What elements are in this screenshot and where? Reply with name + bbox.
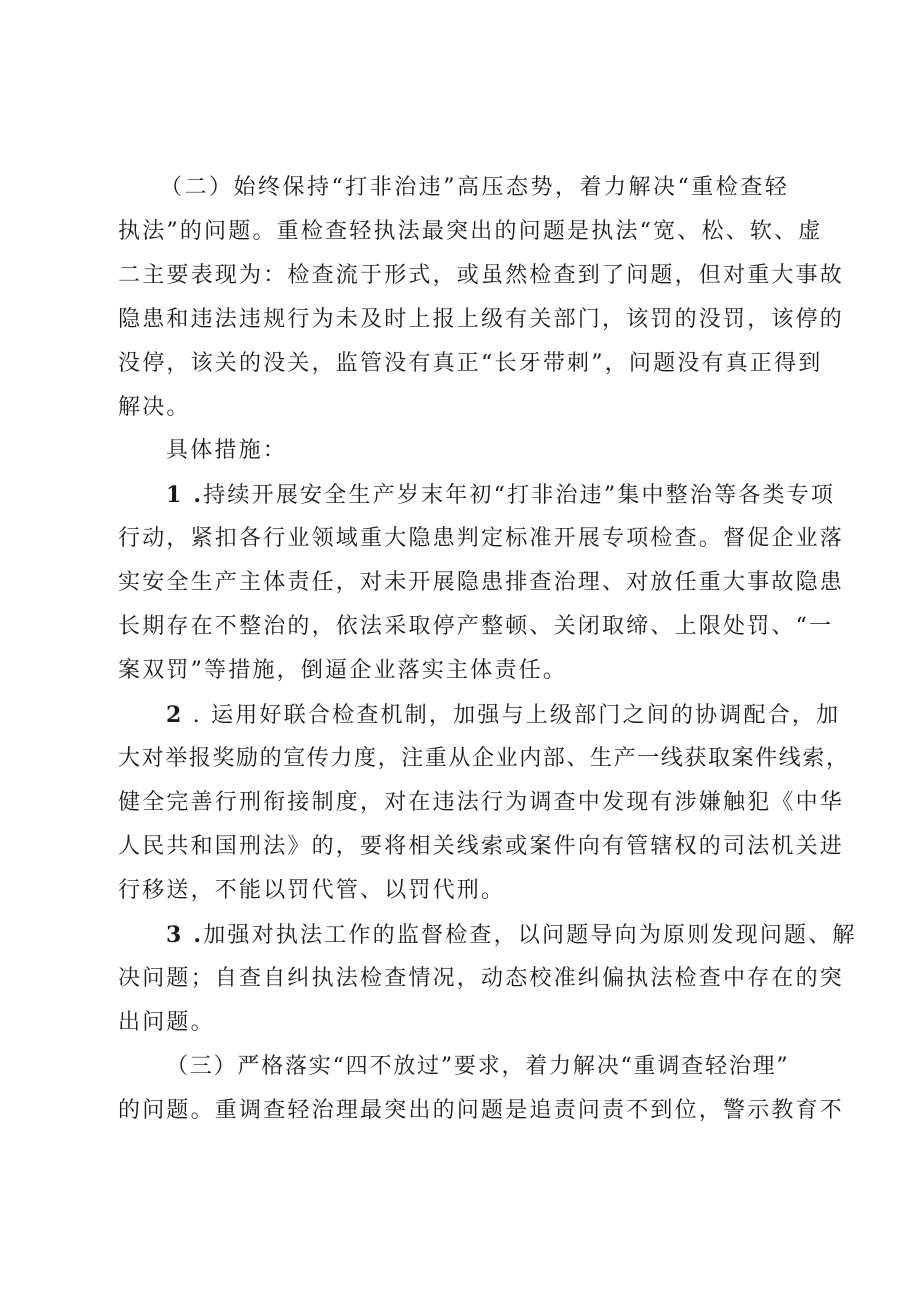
item-1-line-4: 长期存在不整治的，依法采取停产整顿、关闭取缔、上限处罚、“一 [118,614,834,639]
item-3-number: 3 [166,922,184,948]
item-2-number: 2 [166,702,184,728]
item-1-number: 1 [166,482,184,508]
item-3-line-1 [166,920,886,951]
item-1-line-2: 行动，紧扣各行业领域重大隐患判定标准开展专项检查。督促企业落 [118,526,845,551]
item-1-line-3: 实安全生产主体责任，对未开展隐患排查治理、对放任重大事故隐患 [118,570,845,595]
section3-line-1: （三）严格落实“四不放过”要求，着力解决“重调查轻治理” [166,1054,790,1079]
measures-label: 具体措施： [166,438,288,463]
item-3-marker: . [183,922,204,948]
item-2-line-4: 人民共和国刑法》的，要将相关线索或案件向有管辖权的司法机关进 [118,834,845,859]
item-1-line-5: 案双罚”等措施，倒逼企业落实主体责任。 [118,658,568,683]
section2-line-2: 执法”的问题。重检查轻执法最突出的问题是执法“宽、松、软、虚 [118,219,823,244]
item-2-marker: . [183,703,212,728]
item-1-line-1 [166,480,886,511]
section2-line-4: 隐患和违法违规行为未及时上报上级有关部门，该罚的没罚，该停的 [118,307,845,332]
item-3-line-2: 决问题；自查自纠执法检查情况，动态校准纠偏执法检查中存在的突 [118,966,845,991]
item-1-text: 持续开展安全生产岁末年初“打非治违”集中整治等各类专项 [203,483,836,508]
section2-line-3: 二主要表现为：检查流于形式，或虽然检查到了问题，但对重大事故 [118,263,845,288]
item-2-line-1 [166,700,886,731]
item-2-line-2: 大对举报奖励的宣传力度，注重从企业内部、生产一线获取案件线索， [118,746,850,771]
item-2-line-3: 健全完善行刑衔接制度，对在违法行为调查中发现有涉嫌触犯《中华 [118,790,845,815]
item-2-text: 运用好联合检查机制，加强与上级部门之间的协调配合，加 [211,703,841,728]
section3-line-2: 的问题。重调查轻治理最突出的问题是追责问责不到位，警示教育不 [118,1098,845,1123]
item-1-marker: . [183,482,204,508]
item-3-text: 加强对执法工作的监督检查，以问题导向为原则发现问题、解 [203,923,857,948]
section2-line-5: 没停，该关的没关，监管没有真正“长牙带刺”，问题没有真正得到 [118,351,823,376]
section2-line-1: （二）始终保持“打非治违”高压态势，着力解决“重检查轻 [160,175,790,200]
item-2-line-5: 行移送，不能以罚代管、以罚代刑。 [118,878,506,903]
item-3-line-3: 出问题。 [118,1010,215,1035]
section2-line-6: 解决。 [118,395,191,420]
